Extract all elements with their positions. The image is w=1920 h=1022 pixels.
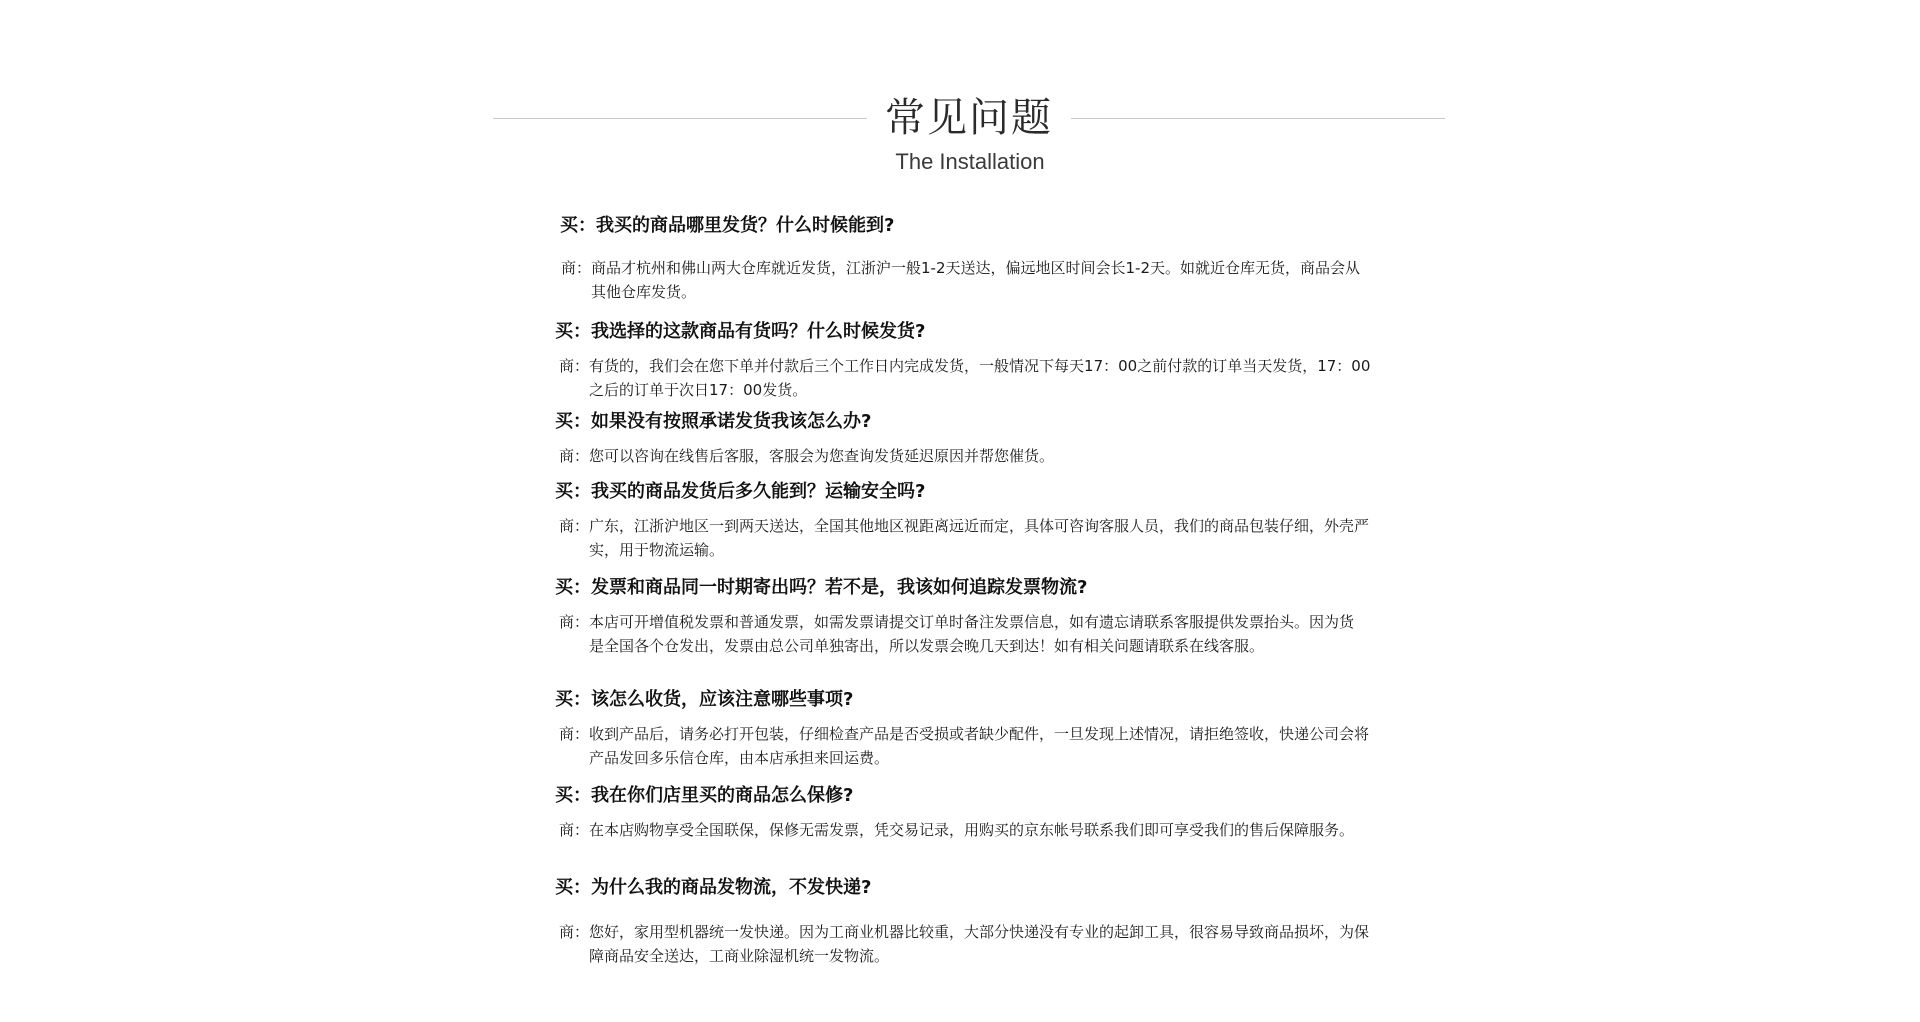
question-text: 我选择的这款商品有货吗？什么时候发货? — [591, 321, 926, 342]
page-title: 常见问题 — [885, 95, 1053, 141]
faq-answer — [559, 444, 1375, 468]
faq-answer — [559, 610, 1365, 658]
answer-text: 在本店购物享受全国联保，保修无需发票，凭交易记录，用购买的京东帐号联系我们即可享受我们的售后保障服务。 — [589, 821, 1355, 839]
answer-prefix: 商： — [559, 357, 590, 375]
question-text: 我买的商品发货后多久能到？运输安全吗? — [591, 481, 926, 502]
question-prefix: 买： — [555, 321, 591, 342]
answer-text: 有货的，我们会在您下单并付款后三个工作日内完成发货，一般情况下每天17：00之前付款的订单当天发货，17：00之后的订单于次日17：00发货。 — [589, 357, 1371, 399]
question-prefix: 买： — [555, 689, 591, 710]
answer-prefix: 商： — [559, 821, 590, 839]
faq-answer — [559, 818, 1369, 842]
question-prefix: 买： — [555, 877, 591, 898]
answer-text: 广东，江浙沪地区一到两天送达，全国其他地区视距离远近而定，具体可咨询客服人员，我们的商品包装仔细，外壳严实，用于物流运输。 — [589, 517, 1370, 559]
question-text: 我买的商品哪里发货？什么时候能到? — [596, 215, 895, 236]
faq-question — [555, 876, 871, 900]
answer-text: 商品才杭州和佛山两大仓库就近发货，江浙沪一般1-2天送达，偏远地区时间会长1-2天。如就近仓库无货，商品会从其他仓库发货。 — [591, 259, 1361, 301]
faq-question — [555, 576, 1087, 600]
faq-answer — [561, 256, 1361, 304]
answer-prefix: 商： — [561, 259, 592, 277]
answer-text: 收到产品后，请务必打开包装，仔细检查产品是否受损或者缺少配件，一旦发现上述情况，请拒绝签收，快递公司会将产品发回多乐信仓库，由本店承担来回运费。 — [589, 725, 1370, 767]
answer-text: 本店可开增值税发票和普通发票，如需发票请提交订单时备注发票信息，如有遗忘请联系客服提供发票抬头。因为货是全国各个仓发出，发票由总公司单独寄出，所以发票会晚几天到达！如有相关问题请联系在线客服。 — [589, 613, 1355, 655]
answer-prefix: 商： — [559, 447, 590, 465]
answer-prefix: 商： — [559, 923, 590, 941]
question-prefix: 买： — [555, 411, 591, 432]
question-text: 我在你们店里买的商品怎么保修? — [591, 785, 854, 806]
answer-prefix: 商： — [559, 613, 590, 631]
answer-prefix: 商： — [559, 725, 590, 743]
question-prefix: 买： — [555, 481, 591, 502]
question-prefix: 买： — [555, 577, 591, 598]
faq-answer — [559, 354, 1375, 402]
question-text: 该怎么收货，应该注意哪些事项? — [591, 689, 854, 710]
question-text: 发票和商品同一时期寄出吗？若不是，我该如何追踪发票物流? — [591, 577, 1088, 598]
question-prefix: 买： — [555, 785, 591, 806]
answer-text: 您好，家用型机器统一发快递。因为工商业机器比较重，大部分快递没有专业的起卸工具，很容易导致商品损坏，为保障商品安全送达，工商业除湿机统一发物流。 — [589, 923, 1370, 965]
faq-answer — [559, 920, 1369, 968]
faq-question — [560, 214, 894, 238]
question-prefix: 买： — [560, 215, 596, 236]
header-divider-right — [1071, 118, 1445, 119]
faq-answer — [559, 722, 1369, 770]
faq-question — [555, 480, 925, 504]
faq-question — [555, 410, 871, 434]
answer-prefix: 商： — [559, 517, 590, 535]
faq-question — [555, 320, 925, 344]
faq-question — [555, 688, 853, 712]
page-subtitle: The Installation — [895, 149, 1045, 174]
question-text: 为什么我的商品发物流，不发快递? — [591, 877, 872, 898]
faq-question — [555, 784, 853, 808]
header-divider-left — [493, 118, 867, 119]
answer-text: 您可以咨询在线售后客服，客服会为您查询发货延迟原因并帮您催货。 — [589, 447, 1055, 465]
question-text: 如果没有按照承诺发货我该怎么办? — [591, 411, 872, 432]
section-header — [0, 92, 1920, 182]
faq-answer — [559, 514, 1385, 562]
